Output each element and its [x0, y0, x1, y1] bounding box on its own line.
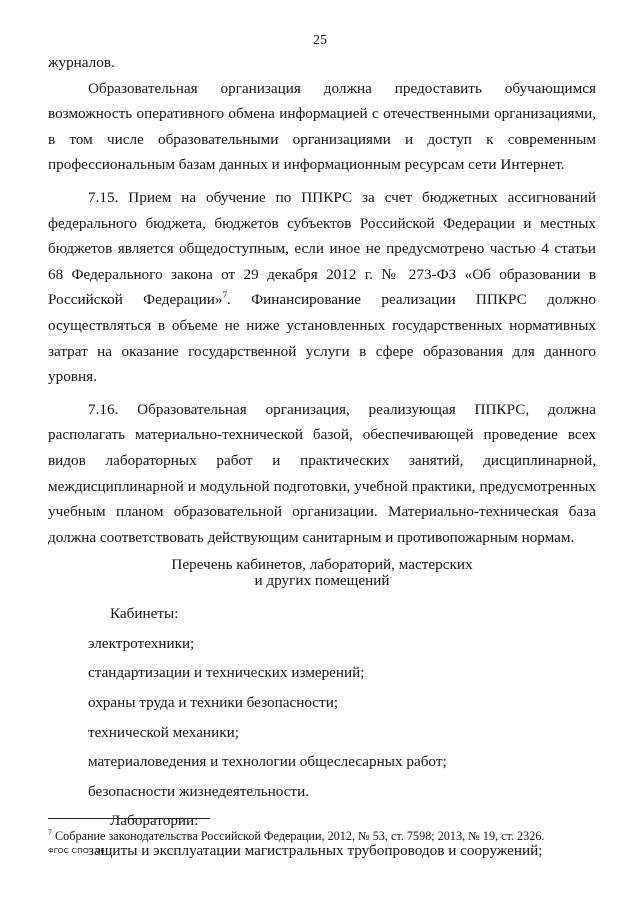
- paragraph-continuation: журналов.: [48, 54, 115, 71]
- cabinets-label: Кабинеты:: [110, 605, 179, 623]
- page-number: 25: [313, 33, 327, 48]
- paragraph-information-exchange: Образовательная организация должна предоставить обучающимся возможность оперативного обмена информацией с отечественными организациями, в том числе образовательными организациями и доступ к современным профессиональным базам данных и информационным ресурсам сети Интернет.: [48, 79, 596, 174]
- footnote: [48, 828, 608, 844]
- rooms-list: [48, 599, 596, 865]
- paragraph-7-15-part-b: . Финансирование реализации ППКРС должно осуществляться в объеме не ниже установленных государственных нормативных затрат на оказание государственной услуги в сфере образования для данного уровня.: [48, 291, 597, 386]
- list-item: безопасности жизнедеятельности.: [88, 782, 309, 800]
- list-item: электротехники;: [88, 634, 195, 652]
- document-body: [48, 50, 596, 866]
- section-heading: [48, 557, 596, 589]
- labs-label: Лаборатории:: [110, 812, 199, 830]
- paragraph-7-15: [48, 185, 596, 390]
- footnote-reference[interactable]: 7: [222, 290, 228, 301]
- paragraph-7-16: 7.16. Образовательная организация, реализующая ППКРС, должна располагать материально-технической базой, обеспечивающей проведение всех видов лабораторных работ и практических занятий, дисциплинарной, междисциплинарной и модульной подготовки, учебной практики, предусмотренных учебным планом образовательной организации. Материально-техническая база должна соответствовать действующим санитарным и противопожарным нормам.: [48, 400, 596, 546]
- list-item: стандартизации и технических измерений;: [88, 664, 365, 682]
- list-item: материаловедения и технологии общеслесарных работ;: [88, 753, 447, 771]
- footnote-divider: [48, 818, 210, 819]
- footnote-marker: 7: [48, 827, 52, 837]
- list-item: защиты и эксплуатации магистральных трубопроводов и сооружений;: [88, 842, 543, 860]
- footnote-text: Собрание законодательства Российской Федерации, 2012, № 53, ст. 7598; 2013, № 19, ст. 2326.: [52, 829, 545, 843]
- standard-code-stamp: ФГОС СПО - 06: [48, 846, 105, 855]
- list-item: технической механики;: [88, 723, 239, 741]
- section-heading-line-1: Перечень кабинетов, лабораторий, мастерских: [171, 556, 473, 574]
- list-item: охраны труда и техники безопасности;: [88, 694, 339, 712]
- paragraph-7-15-part-a: 7.15. Прием на обучение по ППКРС за счет бюджетных ассигнований федерального бюджета, бюджетов субъектов Российской Федерации и местных бюджетов является общедоступным, если иное не предусмотрено частью 4 статьи 68 Федерального закона от 29 декабря 2012 г. № 273-ФЗ «Об образовании в Российской Федерации»: [48, 188, 596, 309]
- section-heading-line-2: и других помещений: [254, 572, 390, 590]
